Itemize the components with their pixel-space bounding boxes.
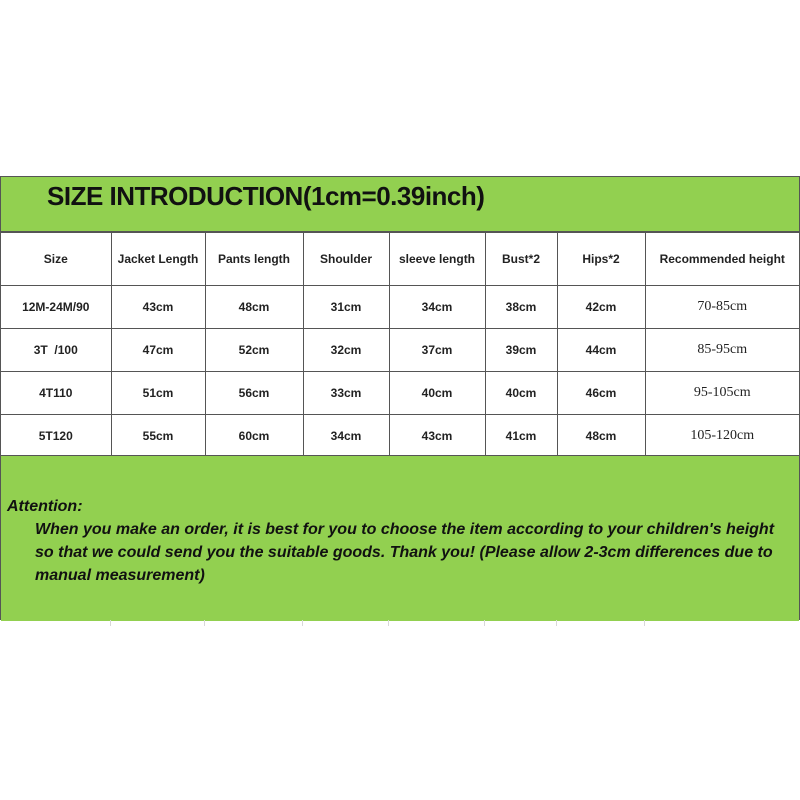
header-hips: Hips*2 — [557, 233, 645, 286]
cell-sleeve-length: 40cm — [389, 372, 485, 415]
cell-size: 12M-24M/90 — [1, 286, 111, 329]
cell-bust: 39cm — [485, 329, 557, 372]
attention-body: When you make an order, it is best for you to choose the item according to your children's height so that we could send you the suitable goods. Thank you! (Please allow 2-3cm differences due to manual measurement) — [35, 521, 775, 584]
cell-sleeve-length: 34cm — [389, 286, 485, 329]
cell-bust: 41cm — [485, 415, 557, 458]
chart-title: SIZE INTRODUCTION(1cm=0.39inch) — [47, 181, 485, 211]
cell-hips: 48cm — [557, 415, 645, 458]
header-bust: Bust*2 — [485, 233, 557, 286]
attention-band — [1, 455, 799, 621]
cell-bust: 40cm — [485, 372, 557, 415]
cell-recommended-height: 105-120cm — [645, 415, 799, 458]
cell-recommended-height: 95-105cm — [645, 372, 799, 415]
gridline-tick — [110, 620, 111, 626]
cell-jacket-length: 55cm — [111, 415, 205, 458]
size-chart — [0, 176, 800, 620]
attention-heading: Attention: — [7, 498, 83, 515]
table-row — [1, 415, 799, 458]
table-header-row — [1, 233, 799, 286]
title-band — [1, 177, 799, 232]
table-row — [1, 286, 799, 329]
cell-size: 5T120 — [1, 415, 111, 458]
cell-shoulder: 34cm — [303, 415, 389, 458]
cell-pants-length: 48cm — [205, 286, 303, 329]
cell-jacket-length: 43cm — [111, 286, 205, 329]
cell-shoulder: 32cm — [303, 329, 389, 372]
cell-pants-length: 52cm — [205, 329, 303, 372]
cell-jacket-length: 47cm — [111, 329, 205, 372]
gridline-tick — [644, 620, 645, 626]
header-shoulder: Shoulder — [303, 233, 389, 286]
header-jacket-length: Jacket Length — [111, 233, 205, 286]
gridline-tick — [302, 620, 303, 626]
cell-recommended-height: 70-85cm — [645, 286, 799, 329]
header-recommended-height: Recommended height — [645, 233, 799, 286]
cell-size: 3T /100 — [1, 329, 111, 372]
cell-sleeve-length: 43cm — [389, 415, 485, 458]
cell-sleeve-length: 37cm — [389, 329, 485, 372]
cell-shoulder: 31cm — [303, 286, 389, 329]
header-size: Size — [1, 233, 111, 286]
cell-pants-length: 60cm — [205, 415, 303, 458]
header-pants-length: Pants length — [205, 233, 303, 286]
cell-size: 4T110 — [1, 372, 111, 415]
header-sleeve-length: sleeve length — [389, 233, 485, 286]
gridline-tick — [484, 620, 485, 626]
cell-jacket-length: 51cm — [111, 372, 205, 415]
cell-hips: 44cm — [557, 329, 645, 372]
cell-hips: 42cm — [557, 286, 645, 329]
table-row — [1, 329, 799, 372]
cell-bust: 38cm — [485, 286, 557, 329]
attention-note — [7, 495, 795, 587]
faint-gridlines — [0, 620, 800, 626]
gridline-tick — [204, 620, 205, 626]
table-row — [1, 372, 799, 415]
gridline-tick — [388, 620, 389, 626]
gridline-tick — [556, 620, 557, 626]
cell-hips: 46cm — [557, 372, 645, 415]
cell-shoulder: 33cm — [303, 372, 389, 415]
size-table — [1, 232, 799, 458]
cell-pants-length: 56cm — [205, 372, 303, 415]
cell-recommended-height: 85-95cm — [645, 329, 799, 372]
